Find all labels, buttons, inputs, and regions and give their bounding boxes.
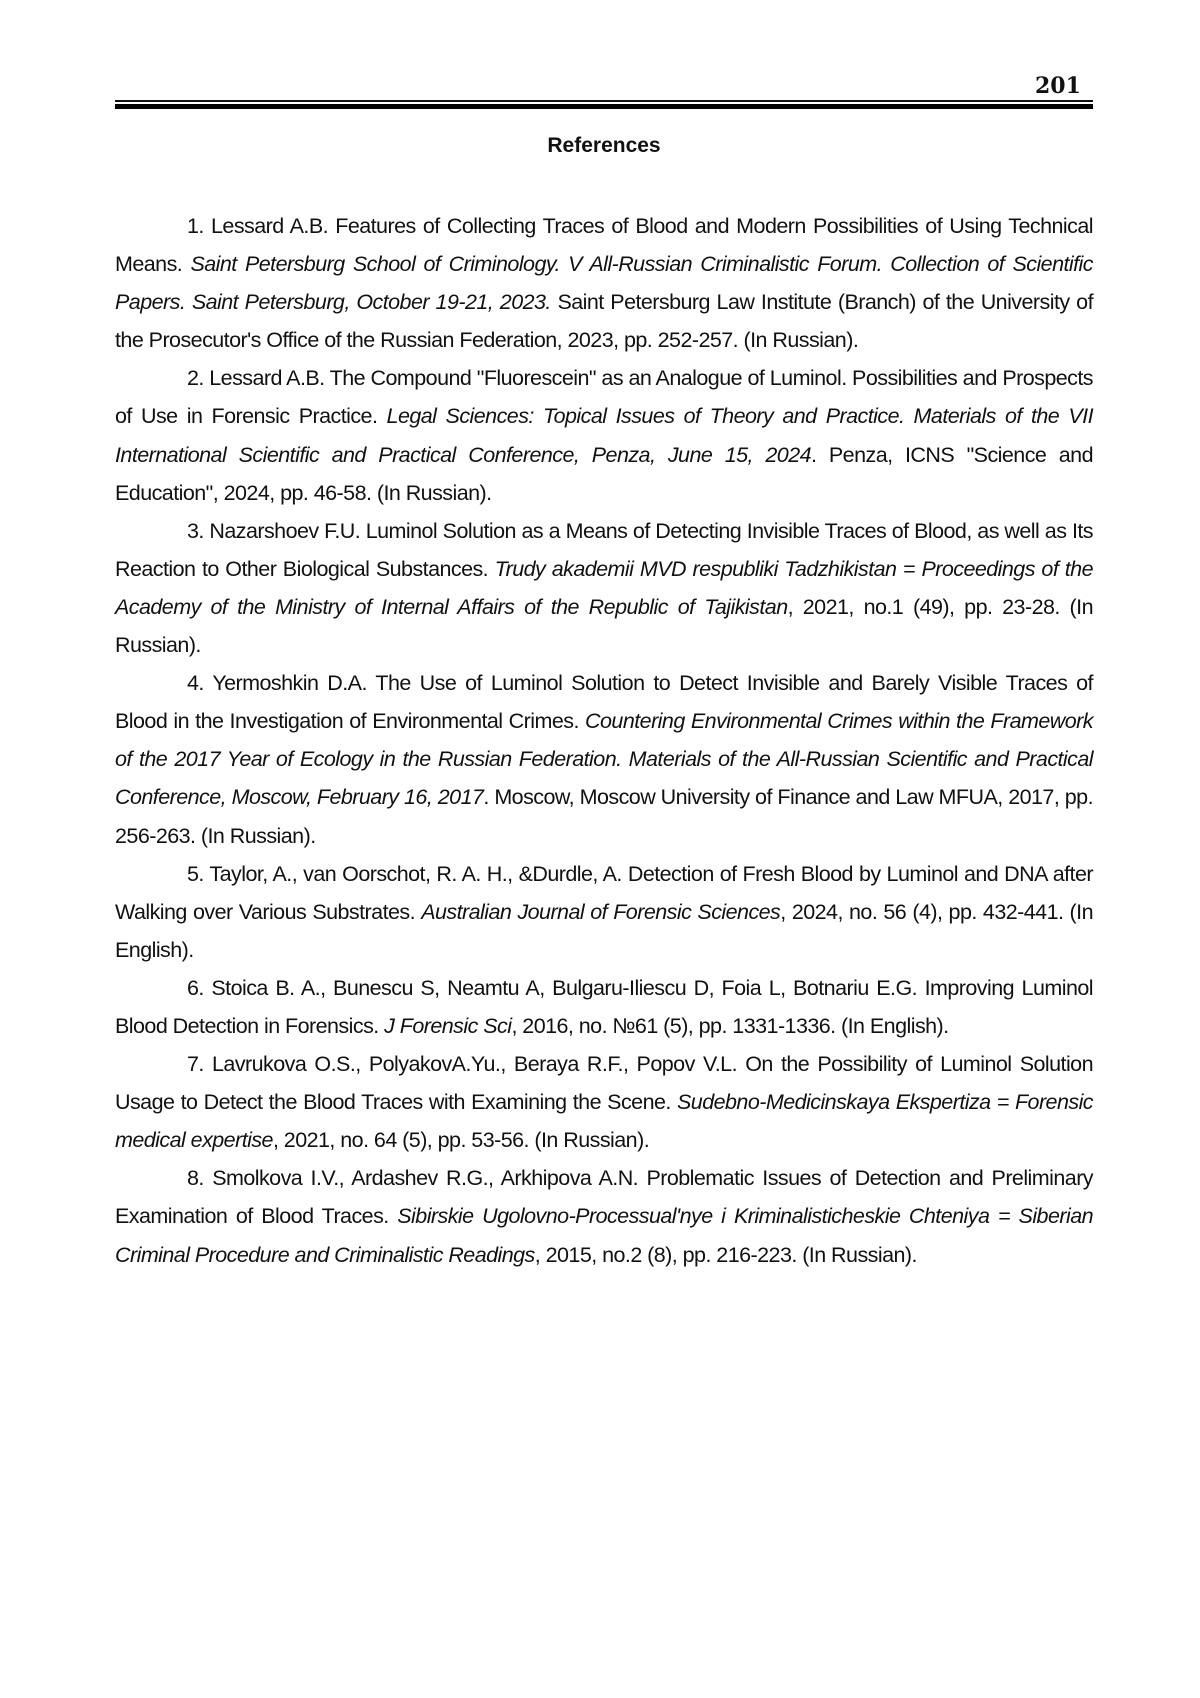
reference-text: 4. Yermoshkin D.A. The Use of Luminol Solution to Detect Invisible and Barely Visible Traces of Blood in the Investigation of Environmental Crimes. xyxy=(115,671,1093,734)
header-rule-thick xyxy=(115,104,1093,109)
reference-text: 3. Nazarshoev F.U. Luminol Solution as a Means of Detecting Invisible Traces of Blood, as well as Its Reaction to Other Biological Substances. xyxy=(115,518,1093,581)
header-rule-thin xyxy=(115,100,1093,102)
reference-text: 7. Lavrukova O.S., PolyakovA.Yu., Beraya R.F., Popov V.L. On the Possibility of Luminol Solution Usage to Detect the Blood Traces with Examining the Scene. xyxy=(115,1052,1093,1115)
reference-source: J Forensic Sci xyxy=(384,1013,512,1038)
reference-text: 5. Taylor, A., van Oorschot, R. A. H., &Durdle, A. Detection of Fresh Blood by Luminol and DNA after Walking over Various Substrates. xyxy=(115,861,1093,924)
reference-source: Sudebno-Medicinskaya Ekspertiza = Forensic medical expertise xyxy=(115,1090,1093,1153)
reference-item xyxy=(115,969,1093,1045)
reference-source: Trudy akademii MVD respubliki Tadzhikistan = Proceedings of the Academy of the Ministry of Internal Affairs of the Republic of Tajikistan xyxy=(115,556,1093,619)
reference-item xyxy=(115,359,1093,511)
reference-source: Countering Environmental Crimes within the Framework of the 2017 Year of Ecology in the Russian Federation. Materials of the All-Russian Scientific and Practical Conference, Moscow, February 16, 2017 xyxy=(115,709,1093,810)
reference-text: , 2016, no. №61 (5), pp. 1331-1336. (In English). xyxy=(511,1013,949,1038)
reference-text: . Penza, ICNS "Science and Education", 2024, pp. 46-58. (In Russian). xyxy=(115,442,1093,505)
reference-source: Sibirskie Ugolovno-Processual'nye i Kriminalisticheskie Chteniya = Siberian Criminal Procedure and Criminalistic Readings xyxy=(115,1204,1094,1267)
reference-item xyxy=(115,207,1093,359)
section-title: References xyxy=(547,134,661,157)
reference-source: Saint Petersburg School of Criminology. V All-Russian Criminalistic Forum. Collection of Scientific Papers. Saint Petersburg, October 19-21, 2023. xyxy=(115,252,1093,315)
reference-item xyxy=(115,512,1093,664)
reference-text: , 2021, no.1 (49), pp. 23-28. (In Russian). xyxy=(115,594,1093,658)
reference-item xyxy=(115,1159,1093,1273)
reference-text: 8. Smolkova I.V., Ardashev R.G., Arkhipova A.N. Problematic Issues of Detection and Preliminary Examination of Blood Traces. xyxy=(115,1166,1093,1229)
reference-source: Legal Sciences: Topical Issues of Theory and Practice. Materials of the VII International Scientific and Practical Conference, Penza, June 15, 2024 xyxy=(115,404,1093,467)
reference-text: , 2024, no. 56 (4), pp. 432-441. (In English). xyxy=(115,899,1093,962)
reference-item xyxy=(115,1045,1093,1159)
reference-text: 1. Lessard A.B. Features of Collecting Traces of Blood and Modern Possibilities of Using Technical Means. xyxy=(115,214,1093,277)
reference-list xyxy=(115,207,1093,1274)
reference-text: 2. Lessard A.B. The Compound "Fluorescein" as an Analogue of Luminol. Possibilities and Prospects of Use in Forensic Practice. xyxy=(115,366,1093,429)
reference-text: , 2015, no.2 (8), pp. 216-223. (In Russian). xyxy=(534,1242,917,1267)
reference-text: Saint Petersburg Law Institute (Branch) of the University of the Prosecutor's Office of the Russian Federation, 2023, pp. 252-257. (In Russian). xyxy=(115,290,1093,353)
reference-text: 6. Stoica B. A., Bunescu S, Neamtu A, Bulgaru-Iliescu D, Foia L, Botnariu E.G. Improving Luminol Blood Detection in Forensics. xyxy=(115,975,1093,1038)
reference-text: , 2021, no. 64 (5), pp. 53-56. (In Russian). xyxy=(272,1128,650,1153)
page-number: 201 xyxy=(1035,73,1081,99)
reference-item xyxy=(115,855,1093,969)
reference-text: . Moscow, Moscow University of Finance and Law MFUA, 2017, pp. 256-263. (In Russian). xyxy=(115,785,1093,848)
reference-item xyxy=(115,664,1093,854)
reference-source: Australian Journal of Forensic Sciences xyxy=(421,899,781,924)
